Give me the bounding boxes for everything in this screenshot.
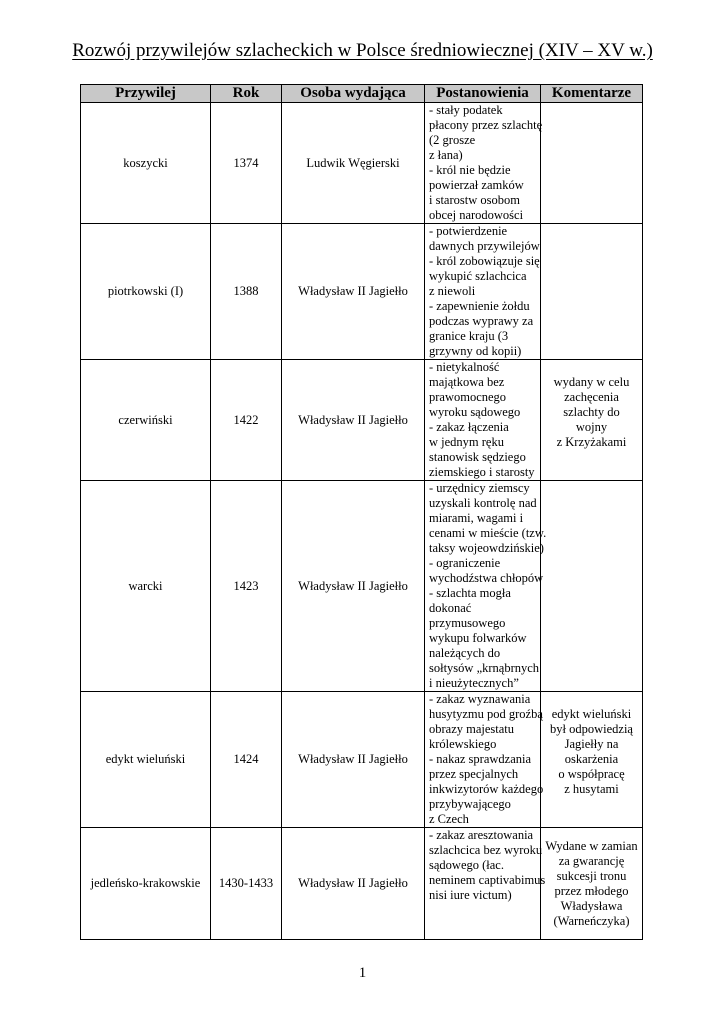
postanowienie-line: - zakaz łączenia: [429, 420, 509, 434]
cell-postanowienia: [425, 692, 544, 828]
postanowienie-line: z łana): [429, 148, 463, 162]
postanowienie-line: wychodźstwa chłopów: [429, 571, 544, 585]
cell-rok: 1423: [211, 481, 282, 692]
cell-postanowienia: [425, 360, 541, 481]
komentarz-line: Jagiełły na: [564, 737, 619, 751]
header-komentarze: Komentarze: [541, 85, 643, 103]
postanowienie-line: granice kraju (3: [429, 329, 509, 343]
postanowienie-line: inkwizytorów każdego: [429, 782, 544, 796]
komentarz-line: Władysława: [560, 898, 623, 913]
table-row: [81, 103, 643, 224]
postanowienie-line: taksy wojeowdzińskie): [429, 541, 544, 555]
cell-komentarze: [541, 692, 643, 828]
cell-komentarze: [541, 103, 643, 224]
table-row: [81, 224, 643, 360]
postanowienie-line: królewskiego: [429, 737, 497, 751]
header-rok: Rok: [211, 85, 282, 103]
cell-przywilej: koszycki: [81, 103, 211, 224]
cell-osoba: Władysław II Jagiełło: [282, 481, 425, 692]
komentarz-line: za gwarancję: [558, 853, 625, 868]
postanowienie-line: należących do: [429, 646, 501, 660]
header-osoba: Osoba wydająca: [282, 85, 425, 103]
komentarz-line: edykt wieluński: [551, 707, 632, 721]
postanowienie-line: przymusowego: [429, 616, 506, 630]
table-row: [81, 481, 643, 692]
cell-postanowienia: [425, 481, 547, 692]
postanowienie-line: z niewoli: [429, 284, 476, 298]
postanowienie-line: grzywny od kopii): [429, 344, 522, 358]
postanowienie-line: - zapewnienie żołdu: [429, 299, 530, 313]
header-przywilej: Przywilej: [81, 85, 211, 103]
komentarz-line: wojny: [575, 420, 608, 434]
cell-komentarze: [541, 481, 643, 692]
cell-osoba: Władysław II Jagiełło: [282, 692, 425, 828]
postanowienie-line: dawnych przywilejów: [429, 239, 540, 253]
cell-rok: 1422: [211, 360, 282, 481]
cell-rok: 1424: [211, 692, 282, 828]
cell-przywilej: jedleńsko-krakowskie: [81, 828, 211, 940]
cell-komentarze: [541, 360, 643, 481]
postanowienie-line: uzyskali kontrolę nad: [429, 496, 537, 510]
postanowienie-line: z Czech: [429, 812, 469, 826]
postanowienie-line: - ograniczenie: [429, 556, 501, 570]
postanowienie-line: majątkowa bez: [429, 375, 505, 389]
document-title: Rozwój przywilejów szlacheckich w Polsce średniowiecznej (XIV – XV w.): [72, 40, 653, 61]
komentarz-line: zachęcenia: [564, 390, 619, 404]
table-row: [81, 828, 643, 940]
cell-przywilej: edykt wieluński: [81, 692, 211, 828]
postanowienie-line: stanowisk sędziego: [429, 450, 526, 464]
postanowienie-line: cenami w mieście (tzw.: [429, 526, 547, 540]
postanowienie-line: - zakaz wyznawania: [429, 692, 531, 706]
cell-przywilej: piotrkowski (I): [81, 224, 211, 360]
komentarz-line: o współpracę: [558, 767, 625, 781]
komentarz-line: (Warneńczyka): [553, 913, 630, 928]
table-row: [81, 360, 643, 481]
postanowienie-line: - stały podatek: [429, 103, 503, 117]
komentarz-line: wydany w celu: [553, 375, 630, 389]
komentarz-line: przez młodego: [554, 883, 629, 898]
postanowienie-line: dokonać: [429, 601, 472, 615]
cell-rok: 1430-1433: [211, 828, 282, 940]
cell-przywilej: czerwiński: [81, 360, 211, 481]
cell-osoba: Władysław II Jagiełło: [282, 828, 425, 940]
postanowienie-line: husytyzmu pod groźbą: [429, 707, 543, 721]
postanowienie-line: płacony przez szlachtę: [429, 118, 543, 132]
komentarz-line: oskarżenia: [564, 752, 619, 766]
cell-osoba: Władysław II Jagiełło: [282, 224, 425, 360]
page-number: 1: [358, 965, 367, 981]
postanowienie-line: prawomocnego: [429, 390, 507, 404]
postanowienie-line: miarami, wagami i: [429, 511, 524, 525]
postanowienie-line: i starostw osobom: [429, 193, 520, 207]
postanowienie-line: - nakaz sprawdzania: [429, 752, 532, 766]
postanowienie-line: powierzał zamków: [429, 178, 524, 192]
postanowienie-line: obcej narodowości: [429, 208, 524, 222]
postanowienie-line: sądowego (łac.: [429, 858, 504, 872]
table-body: [81, 103, 643, 940]
cell-komentarze: [541, 828, 643, 940]
cell-postanowienia: [425, 828, 546, 940]
komentarz-line: z Krzyżakami: [556, 435, 627, 449]
postanowienie-line: szlachcica bez wyroku: [429, 843, 543, 857]
postanowienie-line: - urzędnicy ziemscy: [429, 481, 530, 495]
cell-postanowienia: [425, 103, 541, 224]
postanowienie-line: - nietykalność: [429, 360, 500, 374]
table-header-row: [81, 85, 643, 103]
postanowienie-line: nisi iure victum): [429, 888, 512, 902]
postanowienie-line: (2 grosze: [429, 133, 476, 147]
postanowienie-line: przez specjalnych: [429, 767, 519, 781]
postanowienie-line: neminem captivabimus: [429, 873, 546, 887]
komentarz-line: był odpowiedzią: [550, 722, 633, 736]
postanowienie-line: - szlachta mogła: [429, 586, 511, 600]
postanowienie-line: - król zobowiązuje się: [429, 254, 540, 268]
cell-przywilej: warcki: [81, 481, 211, 692]
postanowienie-line: ziemskiego i starosty: [429, 465, 535, 479]
header-postanowienia: Postanowienia: [425, 85, 541, 103]
cell-osoba: Władysław II Jagiełło: [282, 360, 425, 481]
cell-rok: 1374: [211, 103, 282, 224]
postanowienie-line: przybywającego: [429, 797, 511, 811]
komentarz-line: sukcesji tronu: [556, 868, 627, 883]
cell-postanowienia: [425, 224, 541, 360]
cell-osoba: Ludwik Węgierski: [282, 103, 425, 224]
postanowienie-line: - potwierdzenie: [429, 224, 508, 238]
postanowienie-line: wykupić szlachcica: [429, 269, 527, 283]
cell-rok: 1388: [211, 224, 282, 360]
cell-komentarze: [541, 224, 643, 360]
komentarz-line: szlachty do: [563, 405, 620, 419]
postanowienie-line: w jednym ręku: [429, 435, 504, 449]
postanowienie-line: wyroku sądowego: [429, 405, 521, 419]
postanowienie-line: i nieużytecznych”: [429, 676, 519, 690]
komentarz-line: z husytami: [564, 782, 619, 796]
komentarz-line: Wydane w zamian: [545, 838, 638, 853]
postanowienie-line: sołtysów „krnąbrnych: [429, 661, 540, 675]
postanowienie-line: - król nie będzie: [429, 163, 511, 177]
postanowienie-line: - zakaz aresztowania: [429, 828, 534, 842]
privileges-table: [80, 84, 643, 940]
postanowienie-line: wykupu folwarków: [429, 631, 527, 645]
table-row: [81, 692, 643, 828]
postanowienie-line: obrazy majestatu: [429, 722, 515, 736]
postanowienie-line: podczas wyprawy za: [429, 314, 534, 328]
